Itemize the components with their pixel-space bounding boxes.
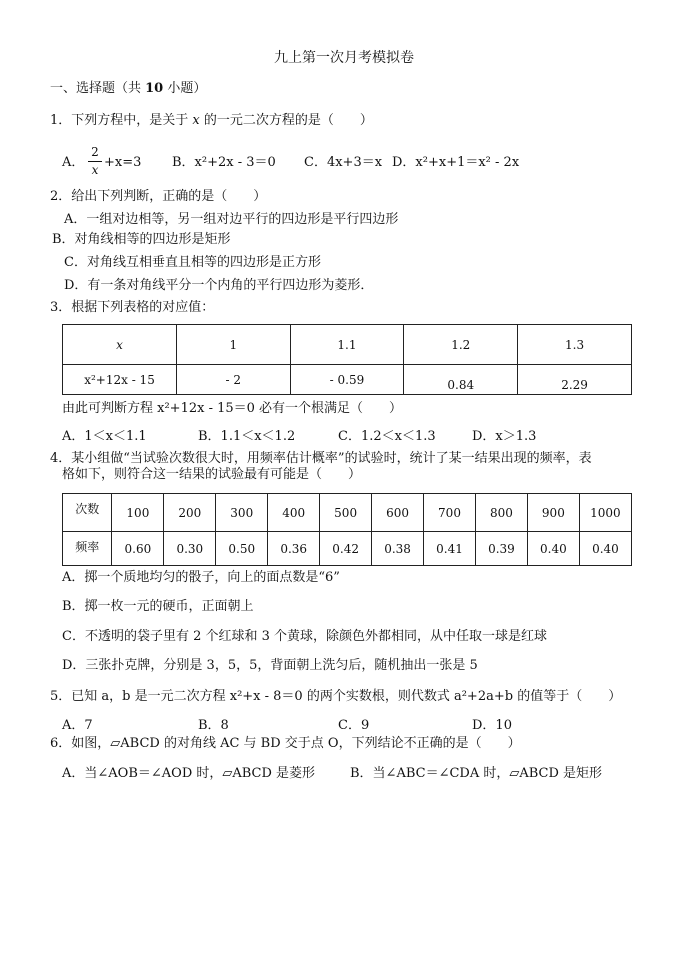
fraction-bar bbox=[88, 161, 102, 162]
q6-stem: 6．如图，▱ABCD 的对角线 AC 与 BD 交于点 O，下列结论不正确的是（ ） bbox=[50, 736, 521, 751]
table-cell: x²+12x - 15 bbox=[63, 365, 177, 395]
q4-option-a: A．掷一个质地均匀的骰子，向上的面点数是“6” bbox=[62, 570, 340, 585]
q1-stem-part-b: 的一元二次方程的是（ ） bbox=[199, 113, 373, 128]
q3-value-table bbox=[62, 324, 632, 395]
q5-stem: 5．已知 a，b 是一元二次方程 x²+x - 8＝0 的两个实数根，则代数式 a²+2a+b 的值等于（ ） bbox=[50, 689, 622, 704]
page-title: 九上第一次月考模拟卷 bbox=[274, 50, 414, 66]
table-cell: x bbox=[63, 325, 177, 365]
table-cell: 700 bbox=[424, 494, 476, 532]
table-cell: 1000 bbox=[579, 494, 631, 532]
table-cell: 600 bbox=[372, 494, 424, 532]
q3-conclusion: 由此可判断方程 x²+12x - 15＝0 必有一个根满足（ ） bbox=[62, 401, 403, 416]
q2-option-a: A．一组对边相等，另一组对边平行的四边形是平行四边形 bbox=[64, 212, 399, 227]
q6-option-a: A．当∠AOB＝∠AOD 时，▱ABCD 是菱形 bbox=[62, 766, 316, 781]
q4-stem-line1: 4．某小组做“当试验次数很大时，用频率估计概率”的试验时，统计了某一结果出现的频率，表 bbox=[50, 451, 592, 466]
table-cell: 300 bbox=[216, 494, 268, 532]
q2-stem: 2．给出下列判断，正确的是（ ） bbox=[50, 189, 267, 204]
table-row bbox=[63, 532, 632, 566]
table-cell: - 2 bbox=[177, 365, 291, 395]
q5-option-a: A．7 bbox=[62, 718, 93, 733]
table-cell: 0.30 bbox=[164, 532, 216, 566]
q2-option-c: C．对角线互相垂直且相等的四边形是正方形 bbox=[64, 255, 321, 270]
table-cell: 0.41 bbox=[424, 532, 476, 566]
table-cell: 1.2 bbox=[404, 325, 518, 365]
q3-option-d: D．x＞1.3 bbox=[472, 429, 537, 444]
table-cell: 100 bbox=[112, 494, 164, 532]
q4-option-b: B．掷一枚一元的硬币，正面朝上 bbox=[62, 599, 254, 614]
q4-frequency-table bbox=[62, 493, 632, 566]
q1-stem-var: x bbox=[192, 113, 200, 128]
table-cell: 0.40 bbox=[527, 532, 579, 566]
table-cell: 400 bbox=[268, 494, 320, 532]
q1-option-a-fraction bbox=[88, 145, 102, 178]
q4-option-c: C．不透明的袋子里有 2 个红球和 3 个黄球，除颜色外都相同，从中任取一球是红球 bbox=[62, 629, 548, 644]
table-row bbox=[63, 494, 632, 532]
q4-option-d: D．三张扑克牌，分别是 3，5，5，背面朝上洗匀后，随机抽出一张是 5 bbox=[62, 658, 478, 673]
fraction-denominator: x bbox=[91, 163, 99, 177]
q5-option-d: D．10 bbox=[472, 718, 512, 733]
table-cell: 次数 bbox=[63, 494, 112, 532]
table-cell: 0.40 bbox=[579, 532, 631, 566]
table-cell: 0.38 bbox=[372, 532, 424, 566]
section-heading bbox=[50, 80, 206, 98]
q1-option-d: D．x²+x+1＝x² - 2x bbox=[392, 155, 520, 170]
q3-option-a: A．1＜x＜1.1 bbox=[62, 429, 147, 444]
table-row bbox=[63, 325, 632, 365]
table-cell: 0.39 bbox=[475, 532, 527, 566]
q5-option-b: B．8 bbox=[198, 718, 229, 733]
table-cell: 1.3 bbox=[518, 325, 632, 365]
q1-option-a-label: A． bbox=[62, 155, 85, 170]
q5-option-c: C．9 bbox=[338, 718, 370, 733]
q3-option-b: B．1.1＜x＜1.2 bbox=[198, 429, 296, 444]
table-cell: 0.50 bbox=[216, 532, 268, 566]
q1-option-c: C．4x+3＝x bbox=[304, 155, 383, 170]
table-cell: 0.36 bbox=[268, 532, 320, 566]
fraction-numerator: 2 bbox=[91, 145, 99, 159]
table-cell: 0.84 bbox=[404, 365, 518, 395]
table-cell: 200 bbox=[164, 494, 216, 532]
table-cell: 0.60 bbox=[112, 532, 164, 566]
q1-option-b: B．x²+2x - 3＝0 bbox=[172, 155, 276, 170]
section-count: 10 bbox=[145, 81, 164, 96]
q2-option-b: B．对角线相等的四边形是矩形 bbox=[52, 232, 231, 247]
table-row bbox=[63, 365, 632, 395]
table-cell: 800 bbox=[475, 494, 527, 532]
q1-option-a-rest: +x=3 bbox=[104, 155, 142, 170]
table-cell: 500 bbox=[320, 494, 372, 532]
q2-option-d: D．有一条对角线平分一个内角的平行四边形为菱形． bbox=[64, 278, 374, 293]
q1-stem bbox=[50, 112, 373, 130]
q3-stem: 3．根据下列表格的对应值： bbox=[50, 300, 215, 315]
section-suffix: 小题） bbox=[163, 81, 207, 96]
table-cell: 0.42 bbox=[320, 532, 372, 566]
table-cell: 1 bbox=[177, 325, 291, 365]
q6-option-b: B．当∠ABC＝∠CDA 时，▱ABCD 是矩形 bbox=[350, 766, 603, 781]
table-cell: 频率 bbox=[63, 532, 112, 566]
q1-stem-part-a: 1．下列方程中，是关于 bbox=[50, 113, 193, 128]
q3-option-c: C．1.2＜x＜1.3 bbox=[338, 429, 436, 444]
section-prefix: 一、选择题（共 bbox=[50, 81, 146, 96]
table-cell: 900 bbox=[527, 494, 579, 532]
table-cell: 1.1 bbox=[290, 325, 404, 365]
q4-stem-line2: 格如下，则符合这一结果的试验最有可能是（ ） bbox=[62, 467, 362, 482]
table-cell: - 0.59 bbox=[290, 365, 404, 395]
table-cell: 2.29 bbox=[518, 365, 632, 395]
